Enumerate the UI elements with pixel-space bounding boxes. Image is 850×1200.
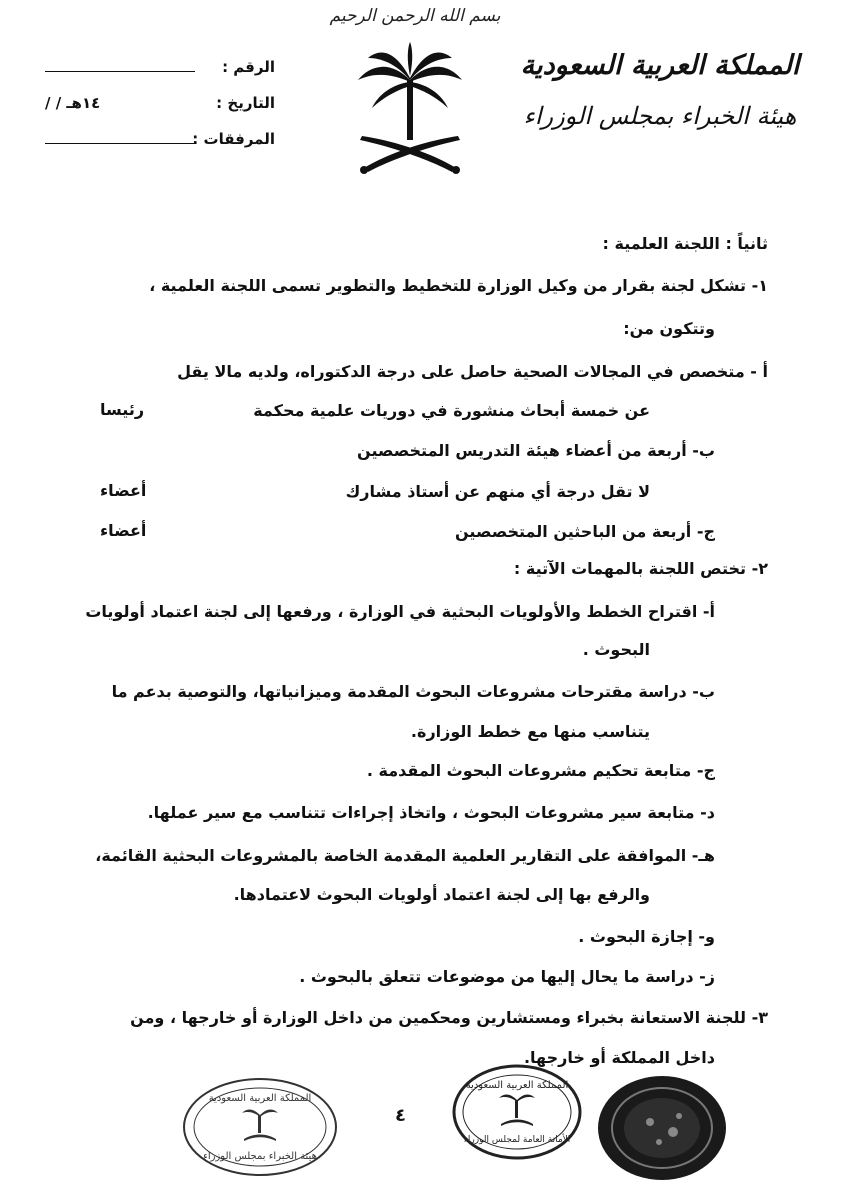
basmala: بسم الله الرحمن الرحيم <box>329 6 501 26</box>
section-title: ثانياً : اللجنة العلمية : <box>602 234 768 253</box>
task-h-line2: والرفع بها إلى لجنة اعتماد أولويات البحوث لاعتمادها. <box>233 885 650 904</box>
attachments-line <box>45 143 195 144</box>
task-a-line1: أ- اقتراح الخطط والأولويات البحثية في الوزارة ، ورفعها إلى لجنة اعتماد أولويات <box>85 602 715 621</box>
left-seal-bottom-text: هيئة الخبراء بمجلس الوزراء <box>203 1151 317 1162</box>
left-seal-top-text: المملكة العربية السعودية <box>208 1093 312 1104</box>
middle-oval-seal-icon <box>450 1062 585 1162</box>
member-c-line1: ج- أربعة من الباحثين المتخصصين <box>455 522 715 541</box>
member-a-line2: عن خمسة أبحاث منشورة في دوريات علمية محكمة <box>253 401 650 420</box>
middle-seal-bottom-text: الأمانة العامة لمجلس الوزراء <box>463 1135 571 1145</box>
item1-line2: وتتكون من: <box>623 319 715 338</box>
member-c-role: أعضاء <box>100 521 147 540</box>
left-oval-seal-icon <box>180 1075 340 1180</box>
task-b-line2: يتناسب منها مع خطط الوزارة. <box>410 722 650 741</box>
page-number: ٤ <box>395 1105 406 1126</box>
right-dark-seal-icon <box>595 1072 730 1184</box>
task-d: د- متابعة سير مشروعات البحوث ، واتخاذ إجراءات تتناسب مع سير عملها. <box>147 803 715 822</box>
date-format: / / ١٤هـ <box>45 94 101 112</box>
authority-name: هيئة الخبراء بمجلس الوزراء <box>523 102 797 130</box>
item2-title: ٢- تختص اللجنة بالمهمات الآتية : <box>513 559 768 578</box>
reference-line <box>45 71 195 72</box>
item3-line1: ٣- للجنة الاستعانة بخبراء ومستشارين ومحكمين من داخل الوزارة أو خارجها ، ومن <box>130 1008 768 1027</box>
palm-swords-emblem-icon <box>350 40 470 180</box>
task-b-line1: ب- دراسة مقترحات مشروعات البحوث المقدمة وميزانياتها، والتوصية بدعم ما <box>111 682 715 701</box>
kingdom-name: المملكة العربية السعودية <box>520 50 800 81</box>
item3-line2: داخل المملكة أو خارجها. <box>523 1048 715 1067</box>
member-a-role: رئيسا <box>100 400 145 419</box>
date-label: التاريخ : <box>216 94 275 112</box>
task-c: ج- متابعة تحكيم مشروعات البحوث المقدمة . <box>366 761 715 780</box>
item1-line1: ١- تشكل لجنة بقرار من وكيل الوزارة للتخطيط والتطوير تسمى اللجنة العلمية ، <box>149 276 768 295</box>
attachments-label: المرفقات : <box>192 130 275 148</box>
task-h-line1: هـ- الموافقة على التقارير العلمية المقدمة الخاصة بالمشروعات البحثية القائمة، <box>95 846 715 865</box>
task-a-line2: البحوث . <box>582 640 650 659</box>
member-b-line1: ب- أربعة من أعضاء هيئة التدريس المتخصصين <box>357 441 715 460</box>
task-z: ز- دراسة ما يحال إليها من موضوعات تتعلق بالبحوث . <box>299 967 715 986</box>
reference-label: الرقم : <box>222 58 275 76</box>
middle-seal-top-text: المملكة العربية السعودية <box>465 1080 569 1091</box>
member-a-line1: أ - متخصص في المجالات الصحية حاصل على درجة الدكتوراه، ولديه مالا يقل <box>177 362 768 381</box>
member-b-role: أعضاء <box>100 481 147 500</box>
task-w: و- إجازة البحوث . <box>578 927 715 946</box>
member-b-line2: لا تقل درجة أي منهم عن أستاذ مشارك <box>345 482 650 501</box>
